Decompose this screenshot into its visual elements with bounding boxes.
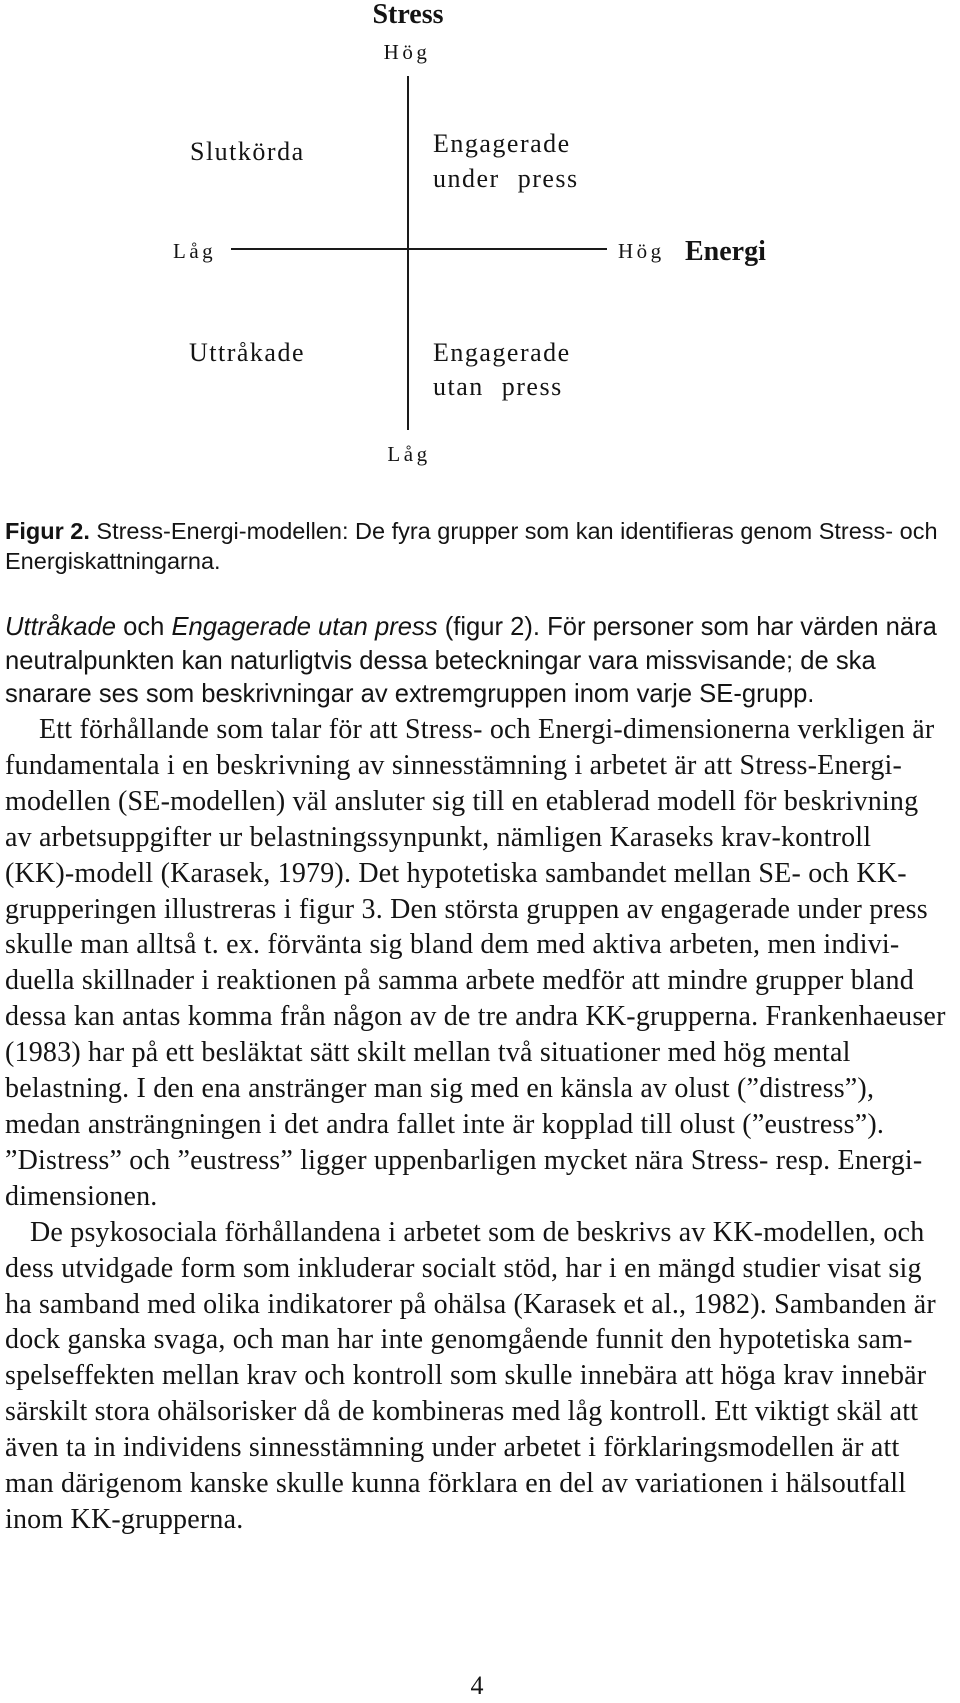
body-line: medan ansträngningen i det andra fallet inte är kopplad till olust (”eustress”). — [5, 1108, 885, 1140]
body-line: De psykosociala förhållandena i arbetet som de beskrivs av KK-modellen, och — [30, 1216, 925, 1248]
quadrant-top-left — [190, 136, 305, 168]
body-line: fundamentala i en beskrivning av sinnesstämning i arbetet är att Stress-Energi- — [5, 749, 903, 781]
body-line: Ett förhållande som talar för att Stress- och Energi-dimensionerna verkligen är — [39, 714, 935, 745]
body-line: dimensionen. — [5, 1180, 158, 1212]
quadrant-label: Slutkörda — [190, 137, 305, 166]
x-axis-title: Energi — [685, 236, 766, 267]
body-line: dock ganska svaga, och man har inte genomgående funnit den hypotetiska sam- — [5, 1324, 913, 1356]
y-axis-high-label: Hög — [383, 40, 431, 64]
body-line: (KK)-modell (Karasek, 1979). Det hypotetiska sambandet mellan SE- och KK- — [5, 857, 907, 889]
x-axis-low-label: Låg — [173, 239, 217, 263]
y-axis-title: Stress — [372, 0, 444, 30]
intro-paragraph — [5, 611, 937, 712]
intro-line: neutralpunkten kan naturligtvis dessa beteckningar vara missvisande; de ska — [5, 646, 876, 675]
quadrant-label: Engagerade — [433, 129, 571, 158]
italic-term: Uttråkade — [5, 613, 116, 641]
y-axis-low-label: Låg — [387, 442, 431, 466]
caption-line — [5, 516, 938, 546]
body-text — [5, 712, 946, 1538]
intro-text: och — [123, 613, 165, 641]
body-line: av arbetsuppgifter ur belastningssynpunkt, nämligen Karaseks krav-kontroll — [5, 821, 872, 853]
quadrant-bottom-left — [189, 337, 305, 369]
body-line: inom KK-grupperna. — [5, 1503, 244, 1535]
body-line: ”Distress” och ”eustress” ligger uppenbarligen mycket nära Stress- resp. Energi- — [5, 1144, 923, 1176]
body-paragraph-1 — [5, 712, 946, 1215]
x-axis-high-label: Hög — [618, 239, 665, 263]
x-axis-line — [231, 248, 607, 250]
caption-label: Figur 2. — [5, 518, 90, 544]
figure-caption — [5, 516, 938, 576]
body-line: belastning. I den ena anstränger man sig med en känsla av olust (”distress”), — [5, 1073, 875, 1105]
body-line: ha samband med olika indikatorer på ohälsa (Karasek et al., 1982). Sambanden är — [5, 1288, 936, 1320]
caption-line: Energiskattningarna. — [5, 548, 221, 574]
quadrant-label: Uttråkade — [189, 338, 306, 367]
body-paragraph-2 — [5, 1215, 946, 1538]
body-line: man därigenom kanske skulle kunna förklara en del av variationen i hälsoutfall — [5, 1468, 907, 1500]
quadrant-label: Engagerade — [433, 338, 571, 367]
page-number: 4 — [470, 1671, 484, 1700]
body-line: spelseffekten mellan krav och kontroll som skulle innebära att höga krav innebär — [5, 1360, 927, 1392]
body-line: (1983) har på ett besläktat sätt skilt mellan två situationer med hög mental — [5, 1037, 851, 1069]
body-line: dess utvidgade form som inkluderar socialt stöd, har i en mängd studier visat sig — [5, 1252, 922, 1284]
y-axis-line — [407, 76, 409, 430]
body-line: skulle man alltså t. ex. förvänta sig bland dem med aktiva arbeten, men indivi- — [5, 929, 900, 961]
intro-line: snarare ses som beskrivningar av extremgruppen inom varje SE-grupp. — [5, 680, 815, 709]
quadrant-top-right — [433, 126, 579, 196]
body-line: modellen (SE-modellen) väl ansluter sig till en etablerad modell för beskrivning — [5, 785, 919, 817]
body-line: särskilt stora ohälsorisker då de kombineras med låg kontroll. Ett viktigt skäl att — [5, 1396, 919, 1428]
body-line: dessa kan antas komma från någon av de tre andra KK-grupperna. Frankenhaeuser — [5, 1001, 946, 1033]
caption-text: Stress-Energi-modellen: De fyra grupper som kan identifieras genom Stress- och — [96, 518, 938, 544]
intro-text: (figur 2). För personer som har värden nära — [444, 613, 937, 641]
quadrant-label: utan press — [433, 372, 563, 401]
body-line: duella skillnader i reaktionen på samma arbete medför att mindre grupper bland — [5, 965, 914, 997]
italic-term: Engagerade utan press — [171, 613, 438, 641]
quadrant-label: under press — [433, 164, 579, 193]
body-line: grupperingen illustreras i figur 3. Den största gruppen av engagerade under press — [5, 893, 928, 925]
intro-line — [5, 611, 937, 645]
quadrant-bottom-right — [433, 336, 571, 404]
body-line: även ta in individens sinnesstämning under arbetet i förklaringsmodellen är att — [5, 1432, 900, 1464]
